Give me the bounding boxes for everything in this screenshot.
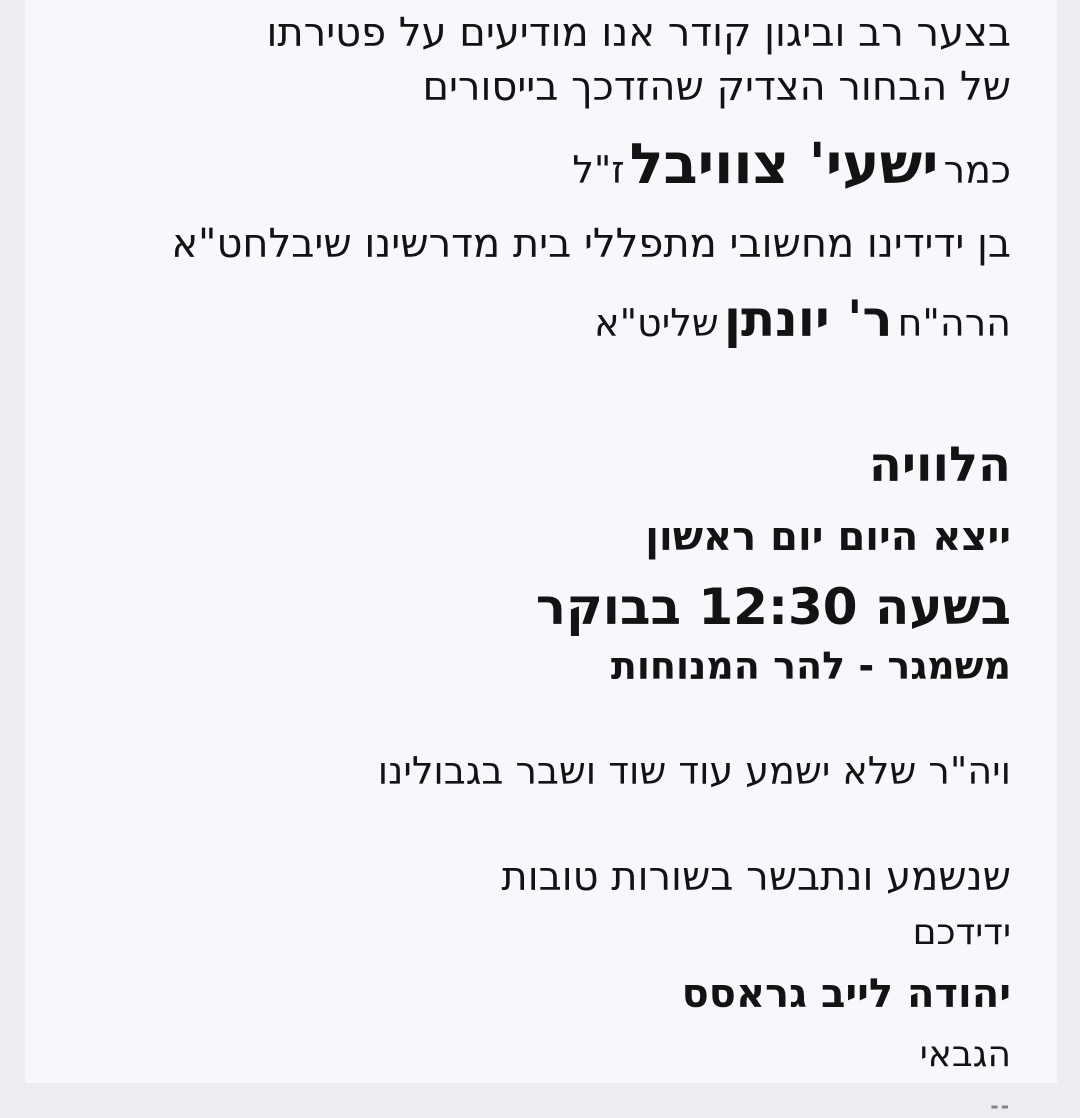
announcement-card bbox=[25, 0, 1057, 1118]
funeral-time-line: בשעה 12:30 בבוקר bbox=[535, 578, 1011, 636]
funeral-title: הלוויה bbox=[868, 437, 1011, 493]
deceased-name-line bbox=[25, 126, 1057, 217]
signature-delimiter: -- bbox=[990, 1094, 1011, 1118]
family-line: בן ידידינו מחשובי מתפללי בית מדרשינו שיבלחט"א bbox=[171, 221, 1011, 267]
deceased-name: ישעי' צוויבל bbox=[629, 132, 939, 197]
father-title-prefix: הרה"ח bbox=[897, 301, 1011, 345]
intro-line-1: בצער רב וביגון קודר אנו מודיעים על פטירתו bbox=[266, 10, 1011, 56]
father-name: ר' יונתן bbox=[723, 290, 893, 348]
intro-line-2: של הבחור הצדיק שהזדכך בייסורים bbox=[422, 64, 1011, 110]
father-honorific-suffix: שליט"א bbox=[594, 301, 719, 345]
signature-role: הגבאי bbox=[919, 1034, 1011, 1075]
father-name-line bbox=[25, 283, 1057, 367]
funeral-departure-line: ייצא היום יום ראשון bbox=[645, 514, 1011, 560]
signature-greeting: ידידכם bbox=[912, 912, 1011, 953]
prayer-line: ויה"ר שלא ישמע עוד שוד ושבר בגבולינו bbox=[377, 749, 1011, 793]
deceased-title-prefix: כמר bbox=[943, 148, 1011, 192]
funeral-route-line: משמגר - להר המנוחות bbox=[610, 644, 1011, 688]
left-gutter bbox=[0, 0, 25, 1083]
right-gutter[interactable] bbox=[1057, 0, 1080, 1083]
deceased-honorific-suffix: ז"ל bbox=[572, 148, 625, 192]
signature-name: יהודה לייב גראסס bbox=[681, 971, 1011, 1017]
closing-line: שנשמע ונתבשר בשורות טובות bbox=[501, 854, 1011, 900]
